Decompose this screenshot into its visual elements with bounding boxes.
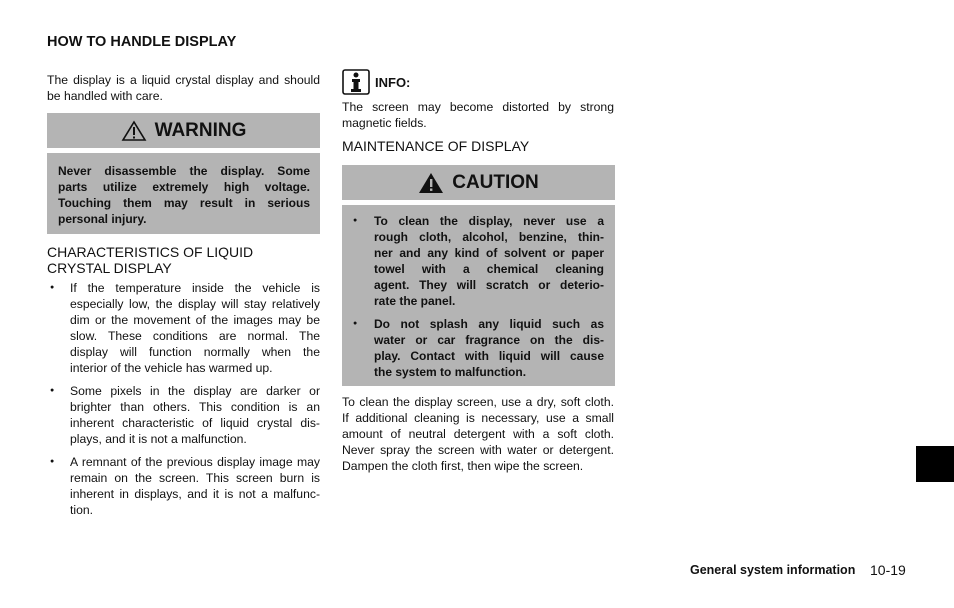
bullet-item	[374, 213, 604, 309]
text-line: personal injury.	[58, 212, 147, 226]
text-line: Some pixels in the display are darker or	[70, 384, 320, 398]
text-line: inherent characteristic of liquid crystal dis-	[70, 416, 320, 430]
text-line: A remnant of the previous display image may	[70, 455, 320, 469]
bullet-icon: ●	[50, 284, 55, 291]
text-line: If the temperature inside the vehicle is	[70, 281, 320, 295]
text-line: Never spray the screen with water or detergent.	[342, 443, 614, 457]
text-line: The display is a liquid crystal display and should	[47, 73, 320, 87]
intro-paragraph	[47, 72, 320, 104]
text-line: To clean the display, never use a	[374, 214, 604, 228]
text-line: tion.	[70, 503, 94, 517]
bullet-icon: ●	[50, 458, 55, 465]
text-line: play. Contact with liquid will cause	[374, 349, 604, 363]
page-title: HOW TO HANDLE DISPLAY	[47, 34, 237, 50]
bullet-item	[374, 316, 604, 380]
heading-line: CRYSTAL DISPLAY	[47, 260, 172, 276]
text-line: especially low, the display will stay relatively	[70, 297, 320, 311]
text-line: towel with a chemical cleaning	[374, 262, 604, 276]
text-line: The screen may become distorted by strong	[342, 100, 614, 114]
info-label: INFO:	[375, 75, 411, 90]
bullet-icon: ●	[50, 387, 55, 394]
text-line: interior of the vehicle has warmed up.	[70, 361, 273, 375]
text-line: amount of neutral detergent with a soft cloth.	[342, 427, 614, 441]
bullet-item	[70, 280, 320, 376]
text-line: brighter than others. This condition is an	[70, 400, 320, 414]
info-text	[342, 99, 614, 131]
caution-header	[342, 165, 615, 200]
warning-text	[58, 163, 310, 227]
bullet-icon: ●	[353, 320, 358, 327]
warning-header	[47, 113, 320, 148]
text-line: parts utilize extremely high voltage.	[58, 180, 310, 194]
warning-triangle-icon	[121, 120, 147, 142]
chapter-tab	[916, 446, 954, 482]
text-line: To clean the display screen, use a dry, soft cloth.	[342, 395, 614, 409]
text-line: be handled with care.	[47, 89, 163, 103]
bullet-item	[70, 454, 320, 518]
maintenance-heading: MAINTENANCE OF DISPLAY	[342, 138, 530, 154]
text-line: ner and any kind of solvent or paper	[374, 246, 604, 260]
warning-label: WARNING	[154, 119, 247, 141]
maintenance-paragraph	[342, 394, 614, 474]
text-line: inherent in displays, and it is not a malfunc-	[70, 487, 320, 501]
text-line: the system to malfunction.	[374, 365, 527, 379]
text-line: dim or the movement of the images may be	[70, 313, 320, 327]
text-line: display will function normally when the	[70, 345, 320, 359]
heading-line: CHARACTERISTICS OF LIQUID	[47, 244, 254, 260]
text-line: Do not splash any liquid such as	[374, 317, 604, 331]
text-line: Touching them may result in serious	[58, 196, 310, 210]
characteristics-heading	[47, 244, 253, 276]
warning-body	[47, 153, 320, 234]
text-line: remain on the screen. This screen burn is	[70, 471, 320, 485]
text-line: rate the panel.	[374, 294, 456, 308]
text-line: plays, and it is not a malfunction.	[70, 432, 247, 446]
text-line: slow. These conditions are normal. The	[70, 329, 320, 343]
bullet-item	[70, 383, 320, 447]
text-line: rough cloth, alcohol, benzine, thin-	[374, 230, 604, 244]
text-line: Never disassemble the display. Some	[58, 164, 310, 178]
text-line: Dampen the cloth first, then wipe the screen.	[342, 459, 584, 473]
text-line: If additional cleaning is necessary, use a small	[342, 411, 614, 425]
text-line: agent. They will scratch or deterio-	[374, 278, 604, 292]
info-icon	[342, 69, 370, 95]
bullet-icon: ●	[353, 217, 358, 224]
caution-label: CAUTION	[452, 171, 539, 193]
footer-section: General system information	[690, 563, 856, 577]
text-line: water or car fragrance on the dis-	[374, 333, 604, 347]
page-number: 10-19	[870, 562, 906, 578]
caution-triangle-icon	[418, 172, 444, 194]
text-line: magnetic fields.	[342, 116, 427, 130]
